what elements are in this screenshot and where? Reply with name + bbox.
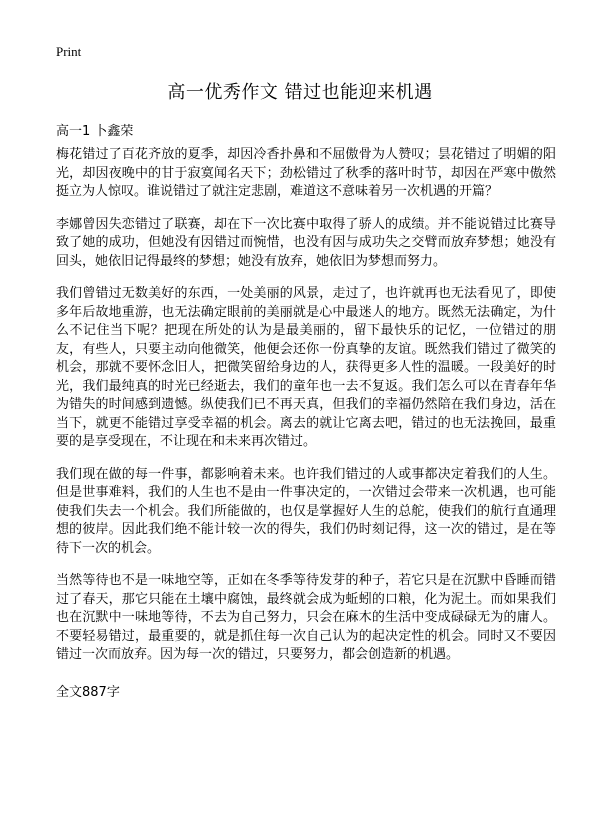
article-paragraph: 我们现在做的每一件事，都影响着未来。也许我们错过的人或事都决定着我们的人生。但是世事难料，我们的人生也不是由一件事决定的，一次错过会带来一次机遇，也可能使我们失去一个机会。我们所能做的，也仅是掌握好人生的总舵，使我们的航行直通理想的彼岸。因此我们绝不能计较一次的得失，我们仍时刻记得，这一次的错过，是在等待下一次的机会。 bbox=[56, 466, 556, 556]
word-count: 全文887字 bbox=[56, 685, 120, 700]
article-title: 高一优秀作文 错过也能迎来机遇 bbox=[167, 82, 433, 103]
article-author: 高一1 卜鑫荣 bbox=[56, 124, 134, 139]
article-paragraph: 梅花错过了百花齐放的夏季，却因冷香扑鼻和不屈傲骨为人赞叹；昙花错过了明媚的阳光，却因夜晚中的甘于寂寞闻名天下；劲松错过了秋季的落叶时节，却因在严寒中傲然挺立为人惊叹。谁说错过了就注定悲剧，难道这不意味着另一次机遇的开篇？ bbox=[56, 147, 556, 199]
article-paragraph: 李娜曾因失恋错过了联赛，却在下一次比赛中取得了骄人的成绩。并不能说错过比赛导致了她的成功，但她没有因错过而惋惜，也没有因与成功失之交臂而放弃梦想；她没有回头，她依旧记得最终的梦想；她没有放弃，她依旧为梦想而努力。 bbox=[56, 216, 556, 269]
article-paragraph: 当然等待也不是一味地空等，正如在冬季等待发芽的种子，若它只是在沉默中昏睡而错过了春天，那它只能在土壤中腐蚀，最终就会成为蚯蚓的口粮，化为泥土。而如果我们也在沉默中一味地等待，不去为自己努力，只会在麻木的生活中变成碌碌无为的庸人。不要轻易错过，最重要的，就是抓住每一次自己认为的起决定性的机会。同时又不要因错过一次而放弃。因为每一次的错过，只要努力，都会创造新的机遇。 bbox=[56, 573, 556, 662]
article-body bbox=[56, 146, 556, 679]
print-link[interactable]: Print bbox=[56, 44, 82, 59]
article-paragraph: 我们曾错过无数美好的东西，一处美丽的风景，走过了，也许就再也无法看见了，即使多年后故地重游，也无法确定眼前的美丽就是心中最迷人的地方。既然无法确定，为什么不记住当下呢？把现在所处的认为是最美丽的，留下最快乐的记忆，一位错过的朋友，有些人，只要主动向他微笑，他便会还你一份真挚的友谊。既然我们错过了微笑的机会，那就不要怀念旧人，把微笑留给身边的人，获得更多人性的温暖。一段美好的时光，我们最纯真的时光已经逝去，我们的童年也一去不复返。我们怎么可以在青春年华为错失的时间感到遗憾。纵使我们已不再天真，但我们的幸福仍然陪在我们身边，活在当下，就更不能错过享受幸福的机会。离去的就让它离去吧，错过的也无法挽回，最重要的是享受现在，不让现在和未来再次错过。 bbox=[56, 286, 556, 449]
